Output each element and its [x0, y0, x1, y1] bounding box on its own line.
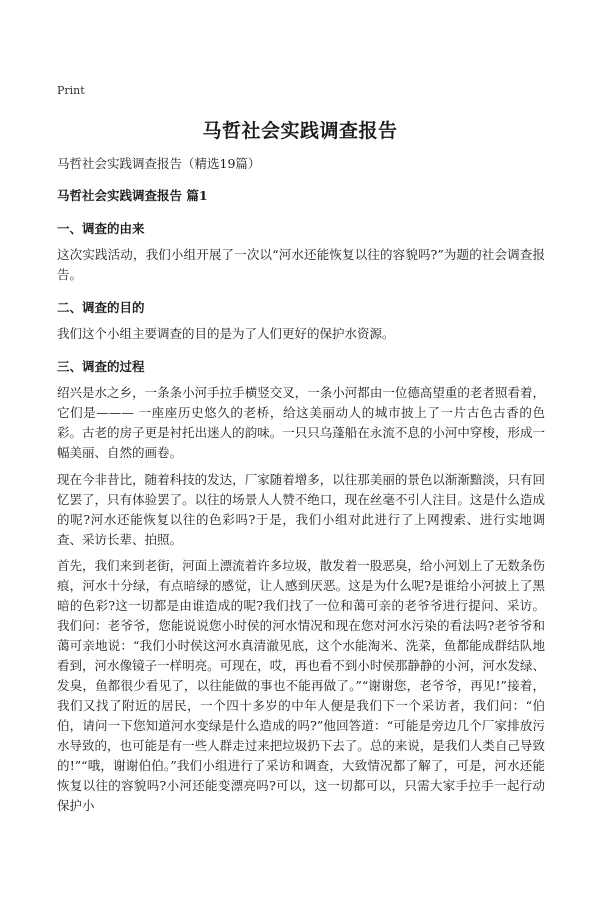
print-label: Print — [57, 84, 85, 97]
document-title: 马哲社会实践调查报告 — [202, 120, 398, 142]
process-paragraph-2: 现在今非昔比，随着科技的发达，厂家随着增多，以往那美丽的景色以渐渐黯淡，只有回忆罢了，只有体验罢了。以往的场景人人赞不绝口，现在丝毫不引人注目。这是什么造成的呢?河水还能恢复以往的色彩吗?于是，我们小组对此进行了上网搜索、进行实地调查、采访长辈、拍照。 — [57, 472, 545, 547]
section-heading-process: 三、调查的过程 — [57, 359, 145, 374]
document-subtitle: 马哲社会实践调查报告（精选19篇） — [57, 156, 261, 171]
process-paragraph-3: 首先，我们来到老街，河面上漂流着许多垃圾，散发着一股恶臭，给小河划上了无数条伤痕，河水十分绿，有点暗绿的感觉，让人感到厌恶。这是为什么呢?是谁给小河披上了黑暗的色彩?这一切都是由谁造成的呢?我们找了一位和蔼可亲的老爷爷进行提问、采访。我们问：老爷爷，您能说说您小时侯的河水情况和现在您对河水污染的看法吗?老爷爷和蔼可亲地说：“我们小时侯这河水真清澈见底，这个水能淘米、洗菜，鱼都能成群结队地看到，河水像镜子一样明亮。可现在，哎，再也看不到小时侯那静静的小河，河水发绿、发臭，鱼都很少看见了，以往能做的事也不能再做了。”“谢谢您，老爷爷，再见!”接着，我们又找了附近的居民，一个四十多岁的中年人便是我们下一个采访者，我们问：“伯伯，请问一下您知道河水变绿是什么造成的吗?”他回答道：“可能是旁边几个厂家排放污水导致的，也可能是有一些人群走过来把垃圾扔下去了。总的来说，是我们人类自己导致的!”“哦，谢谢伯伯。”我们小组进行了采访和调查，大致情况都了解了，可是，河水还能恢复以往的容貌吗?小河还能变漂亮吗?可以，这一切都可以，只需大家手拉手一起行动保护小 — [57, 558, 545, 813]
section-heading-purpose: 二、调查的目的 — [57, 300, 145, 315]
section-body-origin: 这次实践活动，我们小组开展了一次以“河水还能恢复以往的容貌吗?”为题的社会调查报告。 — [57, 247, 545, 282]
section-body-purpose: 我们这个小组主要调查的目的是为了人们更好的保护水资源。 — [57, 326, 395, 341]
article-heading: 马哲社会实践调查报告 篇1 — [57, 188, 208, 203]
process-paragraph-1: 绍兴是水之乡，一条条小河手拉手横竖交叉，一条小河都由一位德高望重的老者照看着，它们是——— 一座座历史悠久的老桥，给这美丽动人的城市披上了一片古色古香的色彩。古老的房子更是衬托出迷人的韵味。一只只乌蓬船在永流不息的小河中穿梭，形成一幅美丽、自然的画卷。 — [57, 385, 545, 460]
section-heading-origin: 一、调查的由来 — [57, 221, 145, 236]
